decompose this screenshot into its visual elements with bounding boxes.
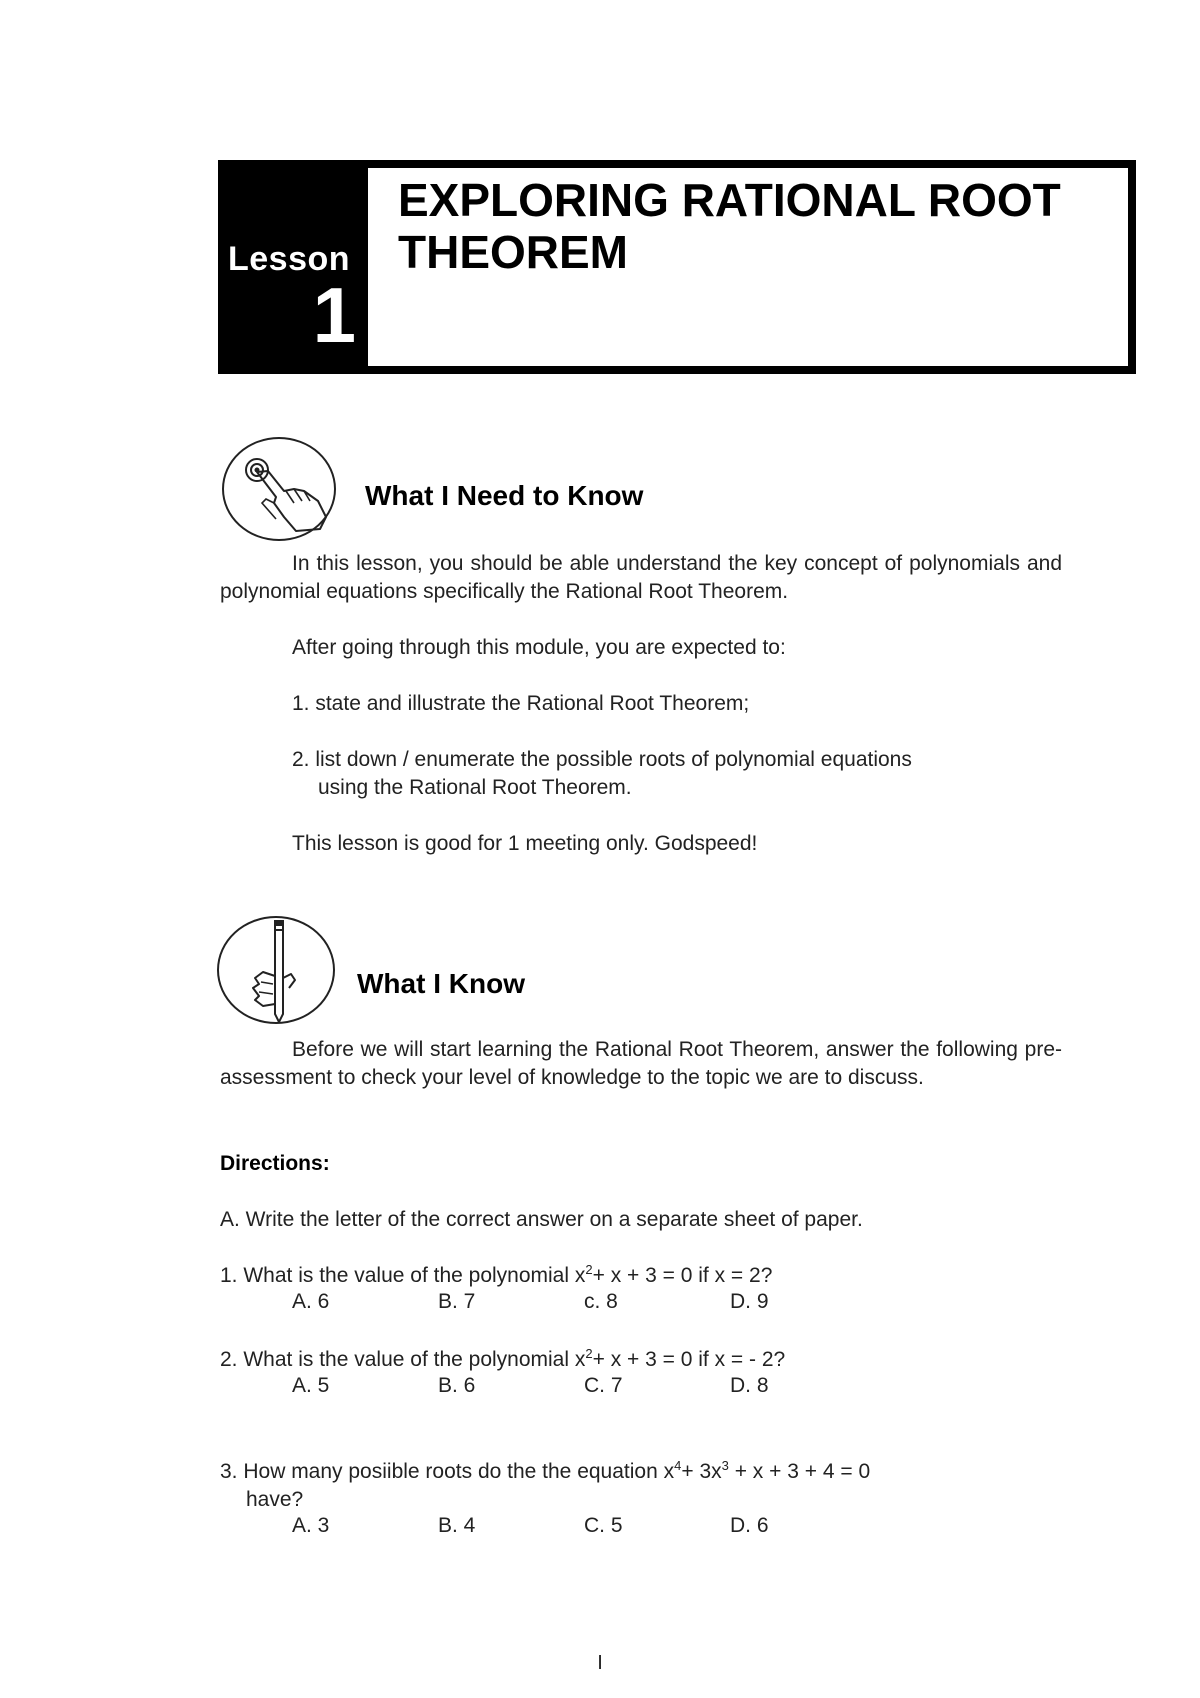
question-3-choice-d: D. 6	[730, 1514, 769, 1537]
hand-pencil-icon	[217, 916, 335, 1024]
need-to-know-intro: In this lesson, you should be able understand the key concept of polynomials and polynomial equations specifically the Rational Root Theorem.	[220, 552, 1062, 603]
question-2-choice-a: A. 5	[292, 1374, 330, 1397]
lesson-header	[218, 160, 1136, 374]
need-to-know-heading: What I Need to Know	[365, 480, 644, 511]
lesson-label: Lesson	[228, 240, 351, 278]
question-1-text: 1. What is the value of the polynomial x	[220, 1264, 586, 1287]
lesson-label-block	[226, 168, 368, 366]
question-3-exponent-2: 3	[721, 1458, 729, 1473]
question-2-exponent: 2	[585, 1346, 593, 1361]
question-3-text-end: + x + 3 + 4 = 0	[728, 1460, 871, 1483]
question-2	[220, 1346, 785, 1374]
question-1-choice-d: D. 9	[730, 1290, 769, 1313]
what-i-know-heading: What I Know	[357, 968, 525, 999]
objective-1: 1. state and illustrate the Rational Root Theorem;	[292, 692, 750, 715]
question-1-text-end: + x + 3 = 0 if x = 2?	[592, 1264, 773, 1287]
directions-label: Directions:	[220, 1152, 330, 1175]
question-1-choice-c: c. 8	[584, 1290, 618, 1313]
question-2-text: 2. What is the value of the polynomial x	[220, 1348, 586, 1371]
question-2-choice-d: D. 8	[730, 1374, 769, 1397]
question-1	[220, 1262, 772, 1290]
lesson-number: 1	[312, 271, 356, 359]
question-3-choice-a: A. 3	[292, 1514, 330, 1537]
directions-instruction: A. Write the letter of the correct answer on a separate sheet of paper.	[220, 1208, 863, 1231]
what-i-know-intro: Before we will start learning the Rational Root Theorem, answer the following pre- assessment to check your level of knowledge to the topic we are to discuss.	[220, 1038, 1062, 1089]
question-2-choice-c: C. 7	[584, 1374, 623, 1397]
question-3-continued: have?	[246, 1488, 304, 1511]
question-2-text-end: + x + 3 = 0 if x = - 2?	[592, 1348, 786, 1371]
objective-2-continued: using the Rational Root Theorem.	[318, 776, 632, 799]
question-3-exponent: 4	[674, 1458, 682, 1473]
question-3-choice-c: C. 5	[584, 1514, 623, 1537]
question-3-text: 3. How many posiible roots do the the equation x	[220, 1460, 675, 1483]
question-3	[220, 1458, 870, 1486]
lesson-title-line-1: EXPLORING RATIONAL ROOT	[398, 174, 1061, 226]
lesson-note: This lesson is good for 1 meeting only. Godspeed!	[292, 832, 758, 855]
question-1-exponent: 2	[585, 1262, 593, 1277]
pointing-hand-icon	[222, 437, 336, 541]
question-1-choice-b: B. 7	[438, 1290, 476, 1313]
expected-text: After going through this module, you are expected to:	[292, 636, 786, 659]
question-3-choice-b: B. 4	[438, 1514, 476, 1537]
page-number: I	[597, 1652, 603, 1674]
question-1-choice-a: A. 6	[292, 1290, 330, 1313]
lesson-title	[398, 174, 1118, 278]
question-2-choice-b: B. 6	[438, 1374, 476, 1397]
objective-2: 2. list down / enumerate the possible roots of polynomial equations	[292, 748, 912, 771]
question-3-text-mid: + 3x	[681, 1460, 722, 1483]
lesson-title-line-2: THEOREM	[398, 226, 628, 278]
